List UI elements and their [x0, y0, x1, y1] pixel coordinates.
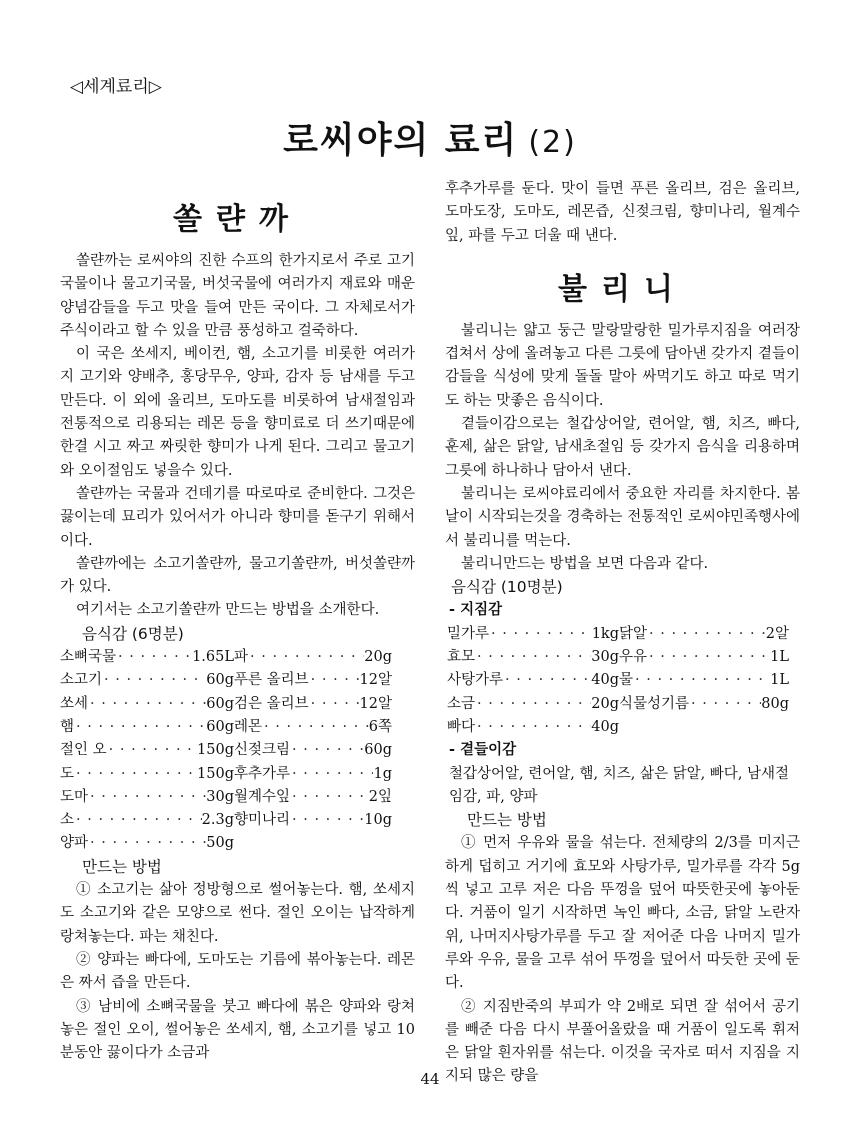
ingredient-quantity: 1g	[373, 765, 392, 782]
leader-dots	[689, 693, 761, 716]
ingredient-item	[234, 809, 392, 832]
ingredient-quantity: 40g	[591, 718, 619, 735]
leader-dots	[248, 646, 364, 669]
section-tag: ◁세계료리▷	[70, 77, 162, 97]
ingredient-item	[619, 669, 789, 692]
blini-method-heading: 만드는 방법	[467, 811, 547, 830]
blini-step: ② 지짐반죽의 부피가 약 2배로 되면 잘 섞어서 공기를 빼준 다음 다시 부풀어올랐을 때 거품이 일도록 휘저은 닭알 흰자위를 섞는다. 이것을 국자로 떠서 지짐을 지지되 많은 량을	[445, 998, 800, 1085]
ingredient-item	[234, 786, 392, 809]
ingredient-quantity: 80g	[761, 695, 789, 712]
leader-dots	[88, 832, 206, 855]
leader-dots	[475, 646, 591, 669]
ingredient-quantity: 20g	[364, 649, 392, 666]
solyanka-paragraph: 쏠랸까에는 소고기쏠랸까, 물고기쏠랸까, 버섯쏠랸까가 있다.	[60, 555, 415, 596]
ingredient-item	[447, 716, 619, 739]
ingredient-item	[447, 646, 619, 669]
leader-dots	[475, 693, 591, 716]
blini-title: 불리니	[558, 271, 687, 307]
ingredient-item	[234, 646, 392, 669]
ingredient-item	[60, 832, 234, 855]
solyanka-paragraph: 쏠랸까는 국물과 건데기를 따로따로 준비한다. 그것은 끓이는데 묘리가 있어서가 아니라 향미를 돋구기 위해서이다.	[60, 485, 415, 549]
solyanka-step: ② 양파는 빠다에, 도마도는 기름에 볶아놓는다. 레몬은 짜서 즙을 만든다.	[60, 951, 415, 992]
ingredient-item	[619, 716, 789, 739]
leader-dots	[102, 669, 206, 692]
ingredient-quantity: 60g	[206, 672, 234, 689]
ingredient-quantity: 60g	[364, 742, 392, 759]
page-title	[0, 112, 860, 163]
ingredient-item	[60, 809, 234, 832]
ingredient-quantity: 150g	[197, 765, 234, 782]
ingredient-quantity: 150g	[197, 742, 234, 759]
solyanka-step: ③ 남비에 소뼈국물을 붓고 빠다에 볶은 양파와 랑쳐놓은 절인 오이, 썰어놓은 쏘세지, 햄, 소고기를 넣고 10분동안 끓이다가 소금과	[60, 998, 415, 1062]
leader-dots	[503, 669, 591, 692]
ingredient-quantity: 60g	[206, 718, 234, 735]
ingredient-name: 양파	[60, 835, 89, 852]
ingredient-quantity: 30g	[591, 649, 619, 666]
ingredient-item	[60, 739, 234, 762]
solyanka-paragraph: 여기서는 소고기쏠랸까 만드는 방법을 소개한다.	[76, 602, 380, 619]
ingredient-quantity: 2알	[765, 625, 789, 642]
batter-ingredient-list	[445, 623, 800, 739]
ingredient-item	[619, 623, 789, 646]
ingredient-name: 소	[60, 812, 75, 829]
ingredient-name: 월계수잎	[234, 788, 291, 805]
solyanka-paragraph: 이 국은 쏘세지, 베이컨, 햄, 소고기를 비롯한 여러가지 고기와 양배추, 홍당무우, 양파, 감자 등 남새를 두고 만든다. 이 외에 올리브, 도마도를 비롯하여 남새절임과 전통적으로 리용되는 레몬 등을 향미료로 더 쓰기때문에 한결 시고 짜고 짜릿한 향미가 나게 된다. 그리고 물고기와 오이절임도 넣을수 있다.	[60, 346, 415, 479]
ingredient-name: 향미나리	[234, 812, 291, 829]
solyanka-continuation: 후추가루를 둔다. 맛이 들면 푸른 올리브, 검은 올리브, 도마도장, 도마도, 레몬즙, 신젖크림, 향미나리, 월계수잎, 파를 두고 더울 때 낸다.	[445, 181, 800, 244]
solyanka-step: ① 소고기는 삶아 정방형으로 썰어놓는다. 햄, 쏘세지도 소고기와 같은 모양으로 썬다. 절인 오이는 납작하게 랑쳐놓는다. 파는 채친다.	[60, 882, 415, 945]
leader-dots	[88, 786, 206, 809]
ingredient-quantity: 2.3g	[201, 812, 234, 829]
ingredient-name: 푸른 올리브	[234, 672, 309, 689]
garnish-text: 철갑상어알, 련어알, 햄, 치즈, 삶은 닭알, 빠다, 남새절임감, 파, 양파	[449, 765, 790, 805]
ingredient-name: 소고기	[60, 672, 103, 689]
leader-dots	[647, 646, 770, 669]
ingredient-item	[447, 623, 619, 646]
leader-dots	[107, 739, 197, 762]
ingredient-name: 사탕가루	[447, 672, 504, 689]
leader-dots	[74, 763, 197, 786]
solyanka-title: 쏠랸까	[173, 202, 302, 237]
leader-dots	[290, 739, 364, 762]
leader-dots	[309, 669, 360, 692]
ingredient-name: 절인 오	[60, 742, 107, 759]
ingredient-item	[60, 786, 234, 809]
ingredient-quantity: 1.65L	[192, 649, 234, 666]
ingredient-item	[619, 693, 789, 716]
ingredient-item	[447, 669, 619, 692]
ingredient-item	[234, 739, 392, 762]
leader-dots	[309, 693, 360, 716]
right-column	[445, 178, 800, 1089]
leader-dots	[633, 669, 770, 692]
ingredient-quantity: 60g	[206, 695, 234, 712]
blini-step: ① 먼저 우유와 물을 섞는다. 전체량의 2/3를 미지근하게 덥히고 거기에 효모와 사탕가루, 밀가루를 각각 5g씩 넣고 고루 저은 다음 뚜껑을 덮어 따뜻한곳에 놓아둔다. 거품이 일기 시작하면 녹인 빠다, 소금, 닭알 노란자위, 나머지사탕가루를 두고 잘 저어준 다음 나머지 밀가루와 우유, 물을 고루 섞어 뚜껑을 덮어서 따듯한 곳에 둔다.	[445, 835, 800, 992]
leader-dots	[475, 716, 591, 739]
ingredient-quantity: 1L	[770, 649, 789, 666]
ingredient-quantity: 12알	[359, 695, 392, 712]
ingredient-name: 후추가루	[234, 765, 291, 782]
leader-dots	[74, 716, 206, 739]
ingredient-item	[234, 669, 392, 692]
ingredient-quantity: 40g	[591, 672, 619, 689]
ingredient-name: 닭알	[619, 625, 648, 642]
ingredient-item	[60, 646, 234, 669]
ingredient-quantity: 2잎	[368, 788, 392, 805]
solyanka-ingredients-heading: 음식감 (6명분)	[82, 624, 184, 643]
ingredient-item	[60, 669, 234, 692]
leader-dots	[262, 716, 369, 739]
page-number: 44	[420, 1070, 440, 1088]
leader-dots	[116, 646, 192, 669]
ingredient-quantity: 1L	[770, 672, 789, 689]
solyanka-paragraph: 쏠랸까는 로씨야의 진한 수프의 한가지로서 주로 고기국물이나 물고기국물, 버섯국물에 여러가지 재료와 매운 양념감들을 두고 맛을 들여 만든 국이다. 그 자체로서가 주식이라고 할 수 있을 만큼 풍성하고 걸죽하다.	[60, 253, 415, 339]
leader-dots	[489, 623, 592, 646]
title-part: (2)	[528, 125, 577, 160]
ingredient-item	[60, 763, 234, 786]
ingredient-item	[234, 693, 392, 716]
ingredient-quantity: 6쪽	[368, 718, 392, 735]
title-main: 로씨야의 료리	[283, 120, 519, 161]
ingredient-name: 소뼈국물	[60, 649, 117, 666]
ingredient-item	[234, 763, 392, 786]
ingredient-name: 우유	[619, 649, 648, 666]
ingredient-item	[619, 646, 789, 669]
batter-heading: - 지짐감	[449, 602, 503, 619]
ingredient-name: 도마	[60, 788, 89, 805]
leader-dots	[88, 693, 206, 716]
ingredient-name: 소금	[447, 695, 476, 712]
ingredient-name: 검은 올리브	[234, 695, 309, 712]
ingredient-name: 식물성기름	[619, 695, 690, 712]
ingredient-name: 효모	[447, 649, 476, 666]
ingredient-name: 밀가루	[447, 625, 490, 642]
ingredient-quantity: 1kg	[591, 625, 619, 642]
left-column	[60, 178, 415, 1065]
blini-paragraph: 불리니는 로씨야료리에서 중요한 자리를 차지한다. 봄날이 시작되는것을 경축하는 전통적인 로씨야민족행사에서 불리니를 먹는다.	[445, 485, 800, 549]
ingredient-item	[60, 716, 234, 739]
ingredient-item	[234, 832, 392, 855]
ingredient-quantity: 12알	[359, 672, 392, 689]
leader-dots	[290, 809, 364, 832]
ingredient-item	[447, 693, 619, 716]
ingredient-name: 신젖크림	[234, 742, 291, 759]
ingredient-name: 빠다	[447, 718, 476, 735]
ingredient-name: 물	[619, 672, 634, 689]
blini-paragraph: 불리니는 얇고 둥근 말랑말랑한 밀가루지짐을 여러장 겹쳐서 상에 올려놓고 다른 그릇에 담아낸 갖가지 곁들이감들을 식성에 맞게 돌돌 말아 싸먹기도 하고 따로 먹기도 하는 맛좋은 음식이다.	[445, 322, 800, 409]
ingredient-item	[60, 693, 234, 716]
blini-ingredients-heading: 음식감 (10명분)	[451, 578, 563, 597]
solyanka-ingredient-list	[60, 646, 415, 856]
ingredient-name: 파	[234, 649, 249, 666]
ingredient-name: 쏘세	[60, 695, 89, 712]
ingredient-name: 도	[60, 765, 75, 782]
ingredient-name: 햄	[60, 718, 75, 735]
solyanka-method-heading: 만드는 방법	[82, 857, 162, 876]
leader-dots	[74, 809, 202, 832]
blini-paragraph: 곁들이감으로는 철갑상어알, 련어알, 햄, 치즈, 빠다, 훈제, 삶은 닭알, 남새초절임 등 갖가지 음식을 리용하며 그릇에 하나하나 담아서 낸다.	[445, 416, 800, 479]
leader-dots	[290, 786, 369, 809]
ingredient-item	[234, 716, 392, 739]
ingredient-quantity: 30g	[206, 788, 234, 805]
leader-dots	[290, 763, 373, 786]
ingredient-name: 레몬	[234, 718, 263, 735]
ingredient-quantity: 20g	[591, 695, 619, 712]
blini-paragraph: 불리니만드는 방법을 보면 다음과 같다.	[461, 555, 709, 572]
ingredient-quantity: 10g	[364, 812, 392, 829]
ingredient-quantity: 50g	[206, 835, 234, 852]
leader-dots	[647, 623, 766, 646]
garnish-heading: - 곁들이감	[449, 742, 517, 759]
